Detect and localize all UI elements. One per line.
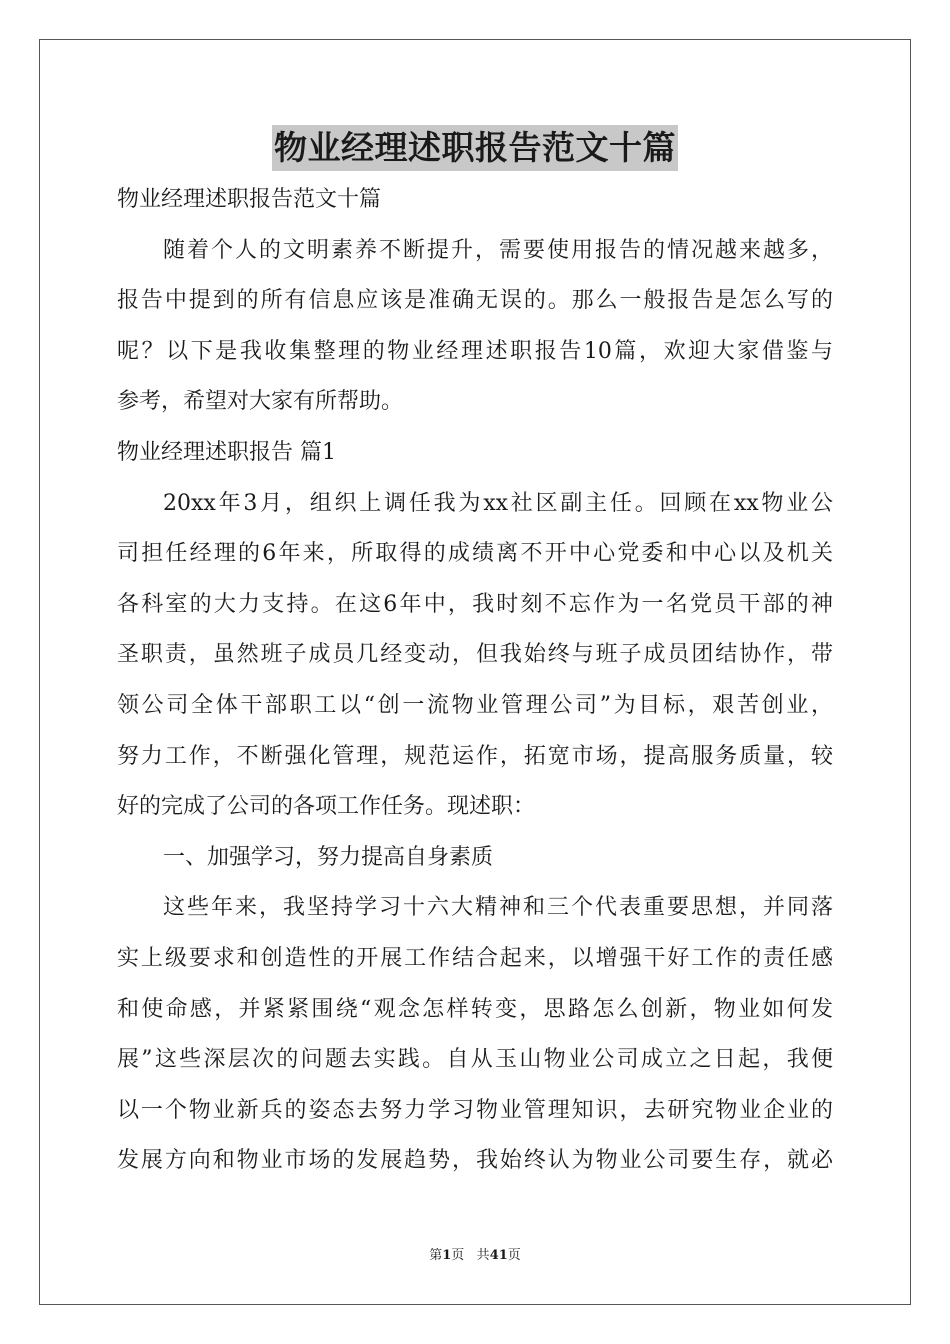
body-line: 随着个人的文明素养不断提升，需要使用报告的情况越来越多， — [163, 237, 833, 263]
footer-total-suffix: 页 — [507, 1248, 521, 1263]
body-line: 物业经理述职报告范文十篇 — [117, 187, 382, 212]
body-line: 和使命感，并紧紧围绕“观念怎样转变，思路怎么创新，物业如何发 — [117, 996, 833, 1022]
body-line: 呢？以下是我收集整理的物业经理述职报告10篇，欢迎大家借鉴与 — [117, 338, 833, 364]
body-line: 实上级要求和创造性的开展工作结合起来，以增强干好工作的责任感 — [117, 946, 833, 971]
body-line: 好的完成了公司的各项工作任务。现述职： — [117, 794, 536, 820]
title-block — [0, 125, 950, 171]
body-line: 努力工作，不断强化管理，规范运作，拓宽市场，提高服务质量，较 — [117, 743, 833, 769]
document-title: 物业经理述职报告范文十篇 — [272, 125, 678, 171]
body-line: 以一个物业新兵的姿态去努力学习物业管理知识，去研究物业企业的 — [117, 1097, 833, 1123]
footer-page-number: 1 — [442, 1248, 452, 1263]
body-line: 各科室的大力支持。在这6年中，我时刻不忘作为一名党员干部的神 — [117, 591, 833, 617]
body-line: 发展方向和物业市场的发展趋势，我始终认为物业公司要生存，就必 — [117, 1148, 833, 1174]
body-line: 司担任经理的6年来，所取得的成绩离不开中心党委和中心以及机关 — [117, 541, 833, 567]
body-line: 展”这些深层次的问题去实践。自从玉山物业公司成立之日起，我便 — [117, 1047, 833, 1073]
body-line: 领公司全体干部职工以“创一流物业管理公司”为目标，艰苦创业， — [117, 693, 833, 718]
footer-total-pages: 41 — [489, 1248, 508, 1263]
body-line: 报告中提到的所有信息应该是准确无误的。那么一般报告是怎么写的 — [117, 288, 833, 314]
body-line: 一、加强学习，努力提高自身素质 — [163, 844, 494, 870]
body-line: 这些年来，我坚持学习十六大精神和三个代表重要思想，并同落 — [163, 895, 833, 921]
footer-total-prefix: 共 — [476, 1248, 490, 1263]
footer-page-suffix: 页 — [451, 1248, 465, 1263]
body-line: 参考，希望对大家有所帮助。 — [117, 389, 404, 415]
body-line: 20xx年3月，组织上调任我为xx社区副主任。回顾在xx物业公 — [163, 490, 833, 516]
body-line: 物业经理述职报告 篇1 — [117, 440, 336, 465]
body-line: 圣职责，虽然班子成员几经变动，但我始终与班子成员团结协作，带 — [117, 642, 833, 668]
footer-page-prefix: 第 — [429, 1248, 443, 1263]
page-footer — [0, 1247, 950, 1265]
